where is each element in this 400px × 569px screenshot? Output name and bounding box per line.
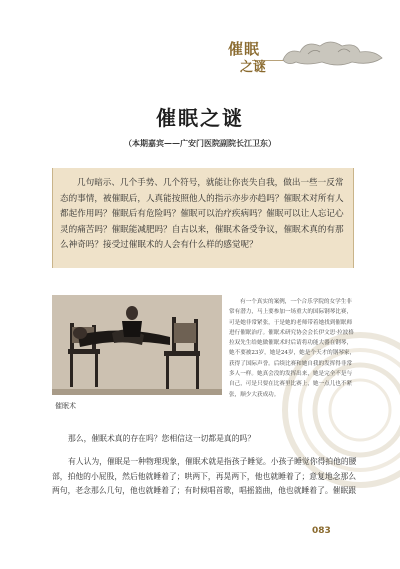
body-paragraph-1: 那么，催眠术真的存在吗？您相信这一切都是真的吗？ xyxy=(68,434,256,443)
photo-caption: 催眠术 xyxy=(55,402,76,410)
hypnosis-photo xyxy=(52,295,222,395)
intro-text: 几句暗示、几个手势、几个符号，就能让你丧失自我，做出一些一反常态的事情，被催眠后，人真能按照他人的指示亦步亦趋吗？催眠术对所有人都起作用吗？催眠后有危险吗？催眠可以治疗疾病吗？催眠可以让人忘记心灵的痛苦吗？催眠能减肥吗？自古以来，催眠术备受争议，催眠术真的有那么神奇吗？接受过催眠术的人会有什么样的感觉呢？ xyxy=(60,178,344,250)
page-number: 083 xyxy=(312,526,331,536)
side-column-text: 有一个真实的案例，一个合乐学院的女学生非常有潜力，马上要参加一场重大的国际钢琴比赛，可是她非常紧张，于是她的老师带着她找到催眠师进行催眠治疗。催眠术研究协会会长伊文思·拉波格拉双先生给她做催眠术时后请将功能大器在钢琴，她不要被23岁，她是24岁，她是个天才的钢琴家，获得了国际声誉。后续比赛和她自我的发挥得非常多人一样。她真会没的发挥出来，她是完全不是与自己，可是只要在比赛里比赛上，她一点儿也不紧张，顺少大获成功。 xyxy=(229,299,356,398)
article-byline: （本期嘉宾——广安门医院副院长江卫东） xyxy=(124,138,276,148)
section-header-title: 催眠 xyxy=(228,40,261,58)
article-title: 催眠之谜 xyxy=(156,106,244,130)
cloud-ornament-icon xyxy=(278,36,388,70)
body-paragraph-2: 有人认为，催眠是一种物理现象，催眠术就是指孩子睡觉。小孩子睡觉你得拍他的腰部，拍他的小屁股，然后他就睡着了；哄两下，再晃两下，他也就睡着了；意复地念那么两句，老念那么几句，他也就睡着了；有时候唱首歌，唱摇篮曲，他也就睡着了。催眠跟 xyxy=(52,457,357,495)
section-header-subtitle: 之谜 xyxy=(240,60,267,75)
